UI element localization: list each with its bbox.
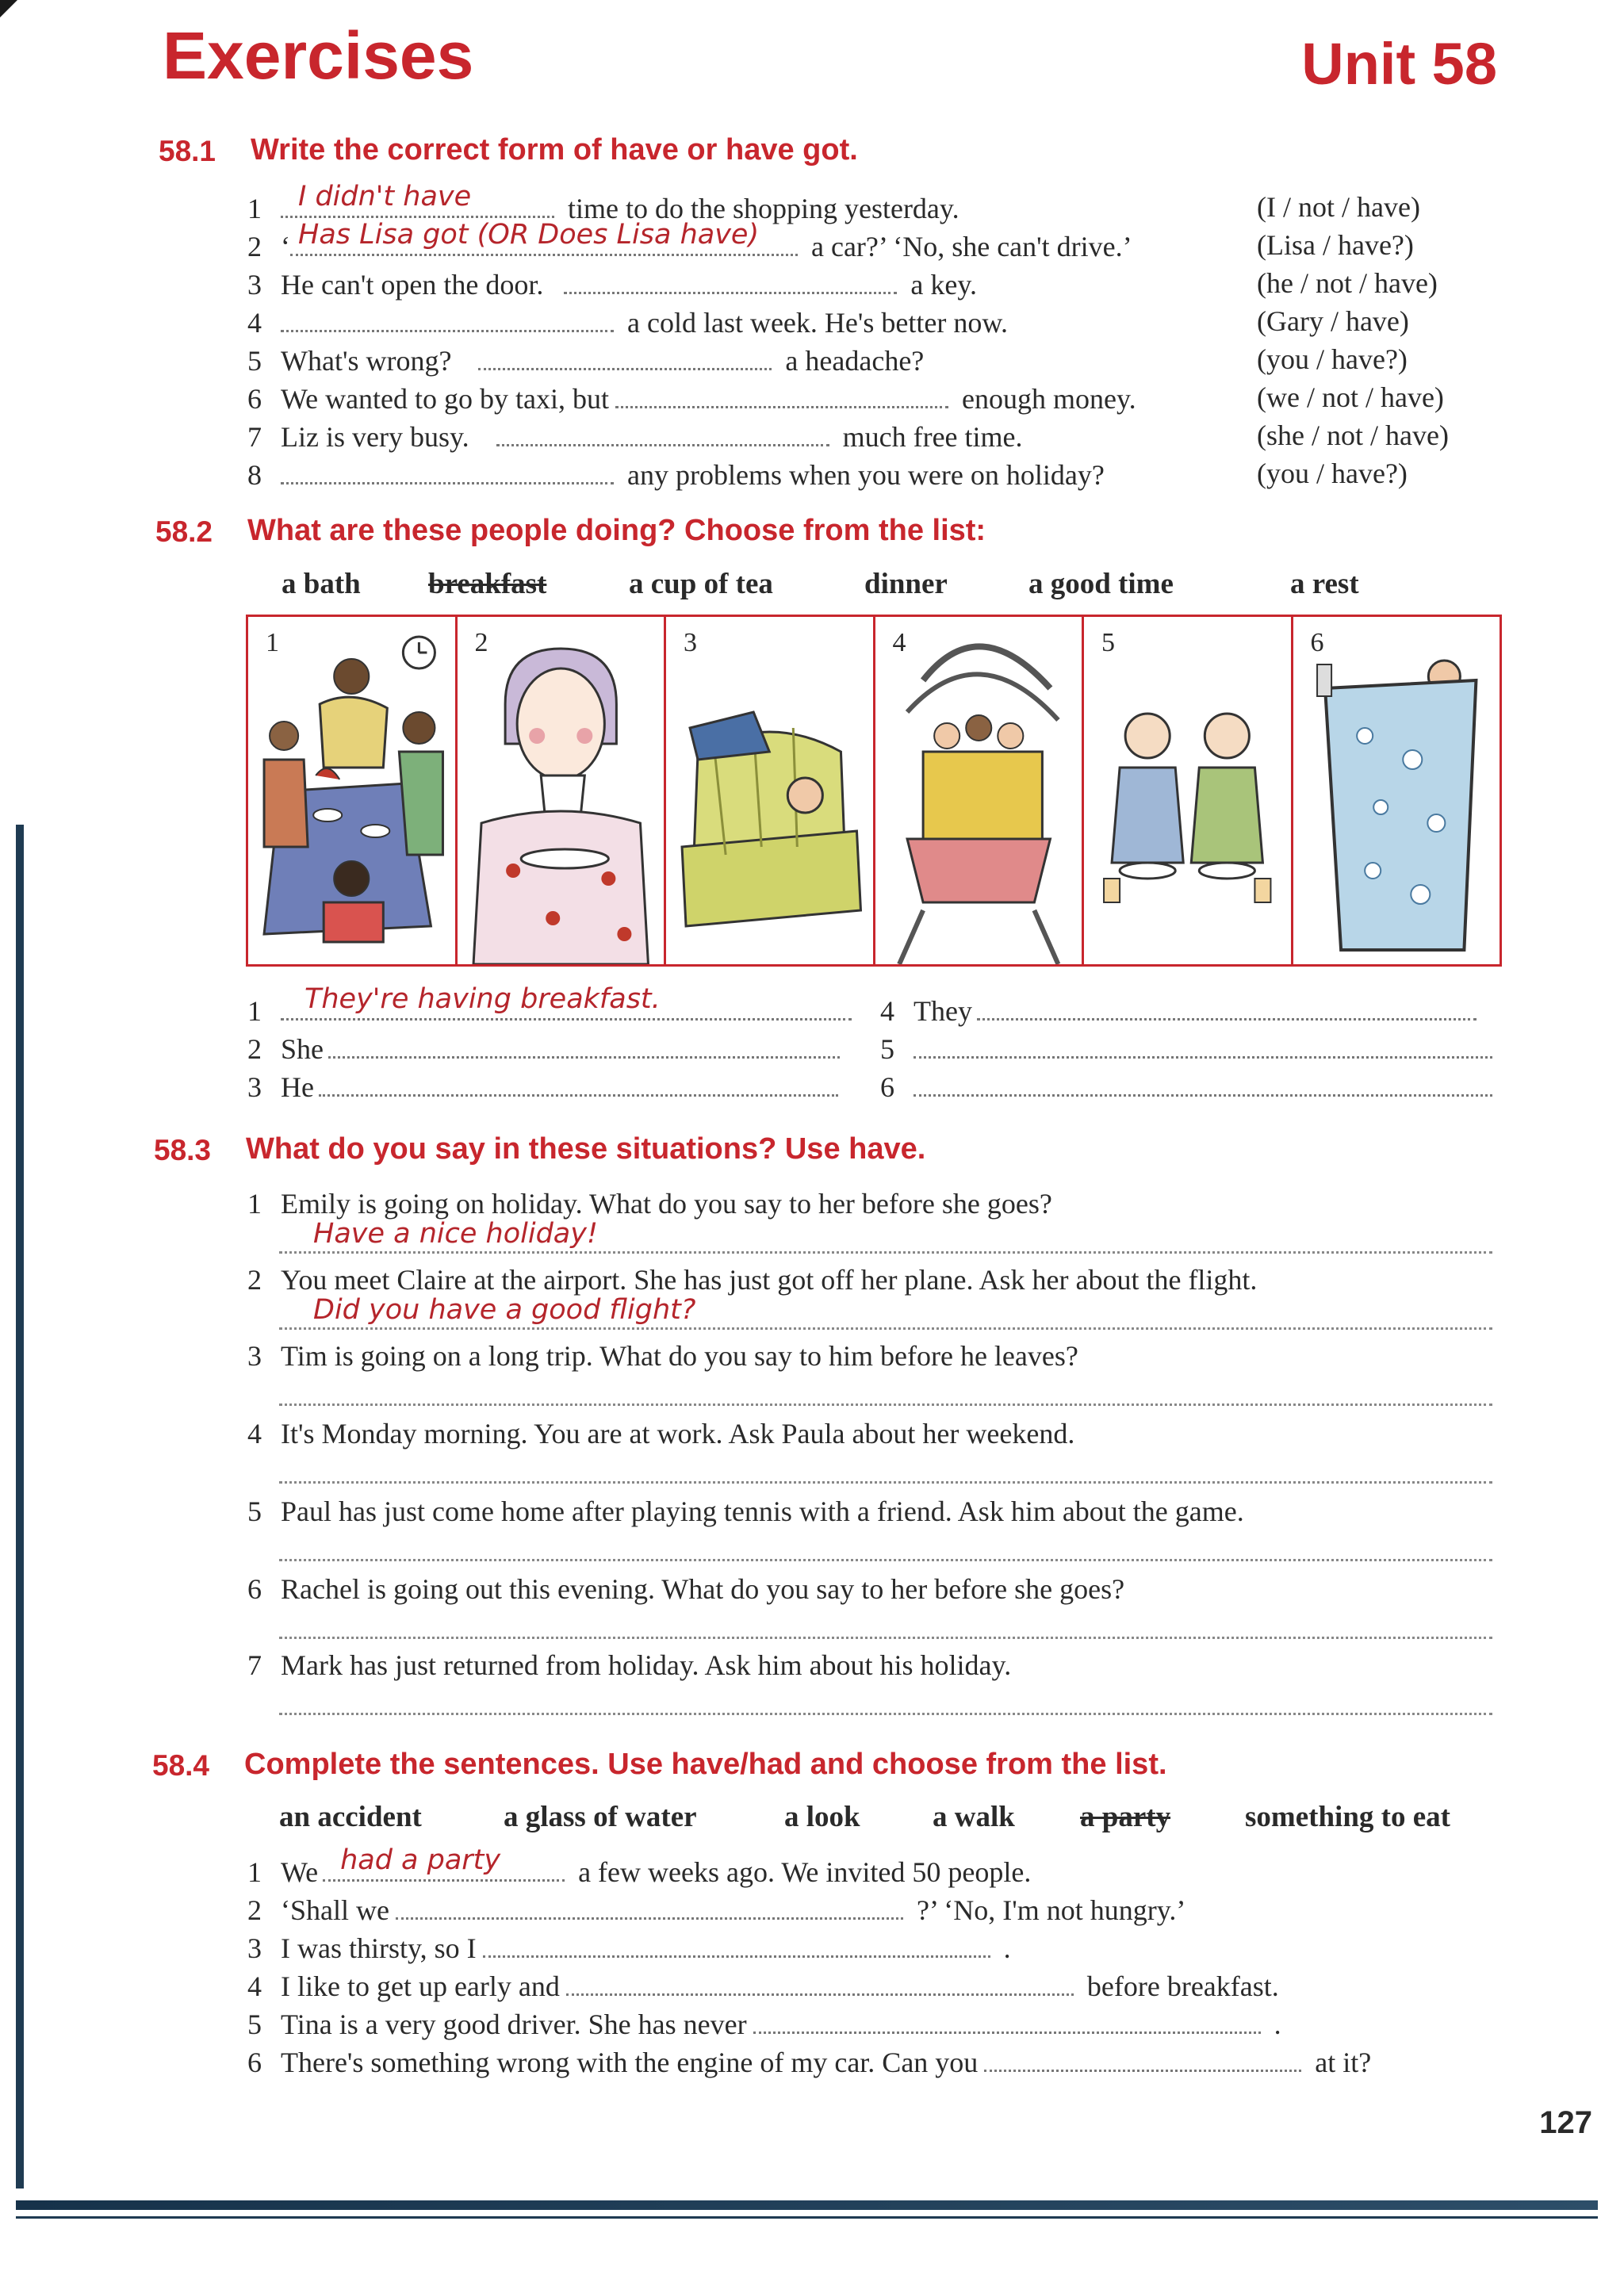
- hint: (Gary / have): [1257, 305, 1409, 337]
- answer-row: 1 They're having breakfast.: [247, 991, 852, 1028]
- hint: (you / have?): [1257, 458, 1408, 489]
- panel-number: 3: [684, 628, 697, 657]
- answer-blank[interactable]: [914, 1067, 1492, 1097]
- exercise-item: 8 any problems when you were on holiday?: [247, 455, 1105, 492]
- answer-blank[interactable]: [328, 1029, 840, 1059]
- word-option: a glass of water: [504, 1801, 697, 1833]
- answer-blank[interactable]: [496, 417, 829, 446]
- word-option-used: a party: [1080, 1801, 1171, 1833]
- corner-mark: [0, 0, 17, 17]
- word-option: a rest: [1290, 568, 1359, 600]
- picture-panel-6: [1293, 617, 1500, 964]
- answer-blank[interactable]: [281, 303, 614, 332]
- bath-illustration: [1293, 617, 1500, 964]
- answer-line[interactable]: [279, 1637, 1492, 1639]
- word-option: a look: [784, 1801, 860, 1833]
- answer-row: 4 They: [880, 991, 1477, 1028]
- answer-blank[interactable]: [281, 455, 614, 484]
- breakfast-illustration: [248, 617, 455, 964]
- unit-label: Unit 58: [1301, 31, 1497, 97]
- handwritten-answer: Have a nice holiday!: [313, 1218, 598, 1250]
- exercise-item: 4 I like to get up early and before breakfast.: [247, 1966, 1279, 2004]
- word-option: a good time: [1028, 568, 1174, 600]
- panel-number: 1: [266, 628, 279, 657]
- exercise-item: 2 ‘ Has Lisa got (OR Does Lisa have) a car?’ ‘No, she can't drive.’: [247, 219, 1132, 262]
- section-title-58-2: What are these people doing? Choose from the list:: [247, 514, 986, 547]
- section-number-58-3: 58.3: [154, 1134, 212, 1166]
- picture-panel-3: [666, 617, 875, 964]
- answer-line[interactable]: [279, 1481, 1492, 1484]
- hint: (she / not / have): [1257, 419, 1449, 451]
- sofa-rest-illustration: [666, 617, 873, 964]
- answer-line[interactable]: [279, 1327, 1492, 1330]
- picture-panel-4: [875, 617, 1085, 964]
- question-item: 7 Mark has just returned from holiday. Ask him about his holiday.: [247, 1649, 1012, 1681]
- answer-row: 6: [880, 1067, 1492, 1105]
- answer-blank[interactable]: had a party: [323, 1852, 565, 1882]
- exercise-item: 4 a cold last week. He's better now.: [247, 303, 1008, 340]
- word-option: an accident: [279, 1801, 422, 1833]
- bottom-rule: [16, 2200, 1598, 2210]
- word-option-used: breakfast: [428, 568, 547, 600]
- picture-panels: [246, 615, 1502, 967]
- exercise-item: 2 ‘Shall we ?’ ‘No, I'm not hungry.’: [247, 1890, 1185, 1928]
- section-title-58-1: Write the correct form of have or have got.: [251, 133, 858, 167]
- exercise-item: 5 Tina is a very good driver. She has never .: [247, 2005, 1281, 2042]
- answer-blank[interactable]: [984, 2043, 1301, 2072]
- answer-blank[interactable]: [566, 1966, 1074, 1996]
- answer-blank[interactable]: [478, 341, 772, 370]
- word-option: something to eat: [1245, 1801, 1450, 1833]
- exercise-item: 6 There's something wrong with the engine of my car. Can you at it?: [247, 2043, 1371, 2080]
- answer-blank[interactable]: [753, 2005, 1261, 2034]
- answer-blank[interactable]: They're having breakfast.: [281, 991, 852, 1021]
- hint: (you / have?): [1257, 343, 1408, 375]
- exercise-item: 3 He can't open the door. a key.: [247, 265, 977, 302]
- picture-panel-5: [1084, 617, 1293, 964]
- answer-blank[interactable]: [564, 265, 897, 294]
- exercise-item: 1 I didn't have time to do the shopping yesterday.: [247, 181, 959, 224]
- panel-number: 5: [1101, 628, 1115, 657]
- section-title-58-3: What do you say in these situations? Use have.: [246, 1132, 926, 1166]
- section-number-58-1: 58.1: [159, 135, 216, 167]
- answer-row: 3 He: [247, 1067, 838, 1105]
- panel-number: 2: [474, 628, 488, 657]
- answer-blank[interactable]: Has Lisa got (OR Does Lisa have): [290, 227, 798, 256]
- answer-blank[interactable]: I didn't have: [281, 189, 554, 218]
- hint: (I / not / have): [1257, 191, 1420, 223]
- answer-line[interactable]: [279, 1559, 1492, 1561]
- answer-row: 2 She: [247, 1029, 840, 1066]
- page-heading: Exercises: [163, 18, 474, 93]
- answer-blank[interactable]: [914, 1029, 1492, 1059]
- answer-blank[interactable]: [977, 991, 1477, 1021]
- section-number-58-4: 58.4: [152, 1749, 210, 1782]
- exercise-item: 6 We wanted to go by taxi, but enough money.: [247, 379, 1136, 416]
- tea-illustration: [458, 617, 665, 964]
- answer-line[interactable]: [279, 1713, 1492, 1715]
- word-list: [279, 1800, 1500, 1835]
- question-item: 3 Tim is going on a long trip. What do you say to him before he leaves?: [247, 1340, 1078, 1372]
- exercise-item: 3 I was thirsty, so I .: [247, 1928, 1011, 1966]
- answer-row: 5: [880, 1029, 1492, 1066]
- answer-blank[interactable]: [483, 1928, 990, 1958]
- answer-line[interactable]: [279, 1251, 1492, 1254]
- word-option: a cup of tea: [629, 568, 773, 600]
- section-title-58-4: Complete the sentences. Use have/had and choose from the list.: [244, 1748, 1167, 1781]
- handwritten-answer: Did you have a good flight?: [313, 1294, 696, 1326]
- word-option: a walk: [933, 1801, 1015, 1833]
- exercise-item: 5 What's wrong? a headache?: [247, 341, 924, 378]
- hint: (he / not / have): [1257, 267, 1438, 299]
- question-item: 4 It's Monday morning. You are at work. Ask Paula about her weekend.: [247, 1418, 1075, 1449]
- exercise-item: 7 Liz is very busy. much free time.: [247, 417, 1023, 454]
- left-margin-rule: [16, 825, 24, 2189]
- question-item: 6 Rachel is going out this evening. What do you say to her before she goes?: [247, 1573, 1125, 1605]
- hint: (we / not / have): [1257, 381, 1444, 413]
- section-number-58-2: 58.2: [155, 515, 213, 548]
- answer-blank[interactable]: [396, 1890, 903, 1920]
- question-item: 5 Paul has just come home after playing tennis with a friend. Ask him about the game.: [247, 1495, 1244, 1527]
- picture-panel-1: [248, 617, 458, 964]
- picture-panel-2: [458, 617, 667, 964]
- word-list: [282, 567, 1471, 602]
- question-item: 2 You meet Claire at the airport. She has just got off her plane. Ask her about the flight.: [247, 1264, 1258, 1296]
- dinner-illustration: [1084, 617, 1291, 964]
- word-option: dinner: [864, 568, 948, 600]
- exercise-item: 1 We had a party a few weeks ago. We invited 50 people.: [247, 1844, 1032, 1888]
- rollercoaster-illustration: [875, 617, 1082, 964]
- word-option: a bath: [282, 568, 361, 600]
- answer-blank[interactable]: [615, 379, 948, 408]
- question-item: 1 Emily is going on holiday. What do you say to her before she goes?: [247, 1188, 1052, 1220]
- page-number: 127: [1539, 2105, 1592, 2140]
- answer-line[interactable]: [279, 1403, 1492, 1406]
- panel-number: 4: [892, 628, 906, 657]
- bottom-rule-thin: [16, 2216, 1598, 2219]
- answer-blank[interactable]: [319, 1067, 838, 1097]
- hint: (Lisa / have?): [1257, 229, 1414, 261]
- panel-number: 6: [1310, 628, 1324, 657]
